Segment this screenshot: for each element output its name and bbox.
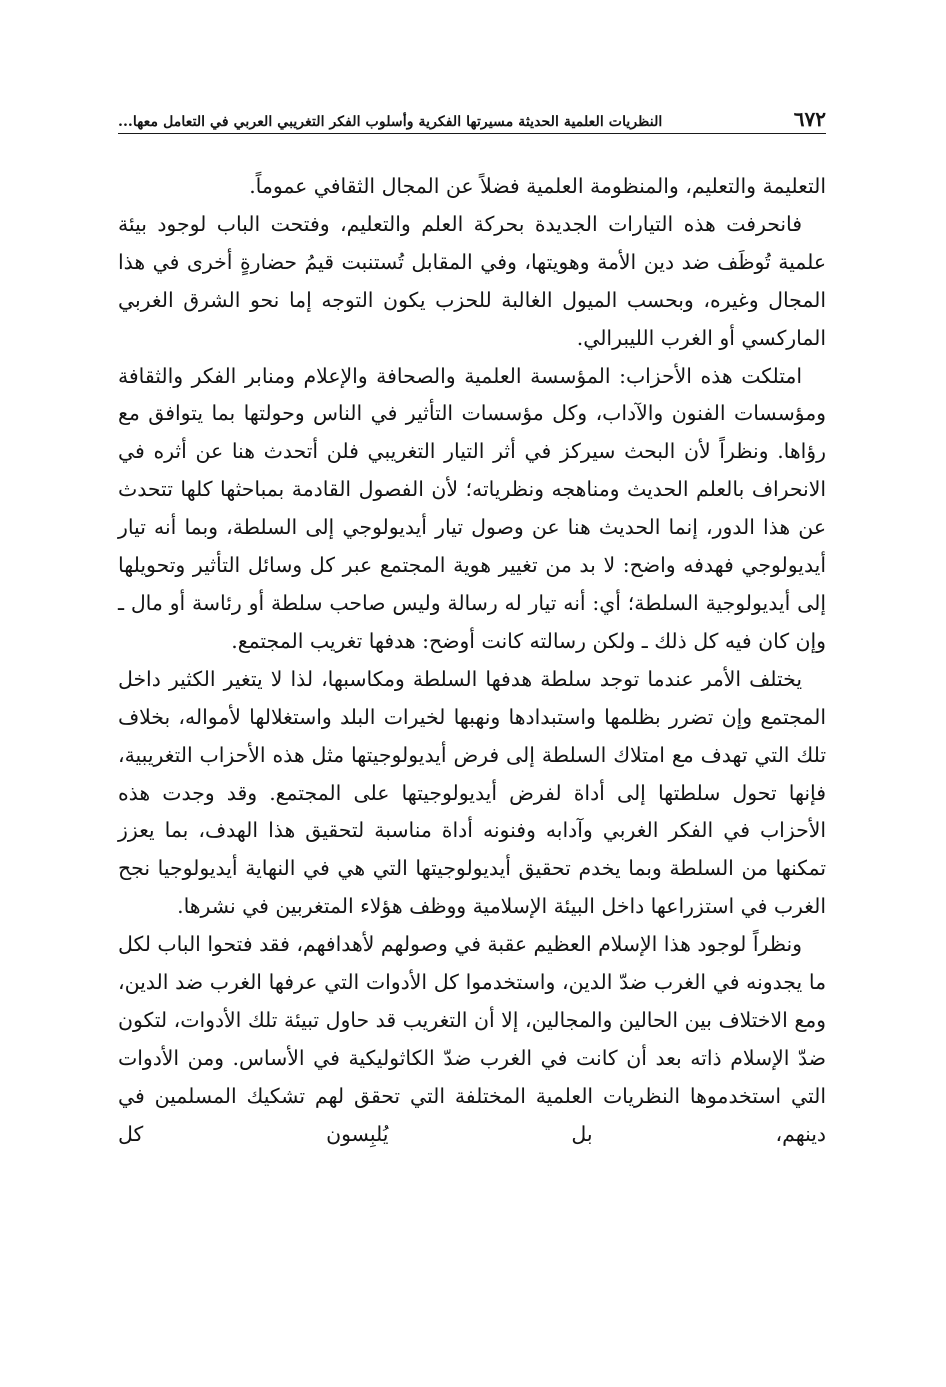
paragraph-5: ونظراً لوجود هذا الإسلام العظيم عقبة في وصولهم لأهدافهم، فقد فتحوا الباب لكل ما يجدونه في الغرب ضدّ الدين، واستخدموا كل الأدوات التي عرفها الغرب ضد الدين، ومع الاختلاف بين الحالين والمجالين، إلا أن التغريب قد حاول تبيئة تلك الأدوات، لتكون ضدّ الإسلام ذاته بعد أن كانت في الغرب ضدّ الكاثوليكية في الأساس. ومن الأدوات التي استخدموها النظريات العلمية المختلفة التي تحقق لهم تشكيك المسلمين في دينهم، بل يُلبِسون كل (118, 932, 826, 1146)
paragraph-4: يختلف الأمر عندما توجد سلطة هدفها السلطة ومكاسبها، لذا لا يتغير الكثير داخل المجتمع وإن تضرر بظلمها واستبدادها ونهبها لخيرات البلد واستغلالها لأمواله، بخلاف تلك التي تهدف مع امتلاك السلطة إلى فرض أيديولوجيتها مثل هذه الأحزاب التغريبية، فإنها تحول سلطتها إلى أداة لفرض أيديولوجيتها على المجتمع. وقد وجدت هذه الأحزاب في الفكر الغربي وآدابه وفنونه أداة مناسبة لتحقيق هذا الهدف، بما يعزز تمكنها من السلطة وبما يخدم تحقيق أيديولوجيتها التي هي في النهاية أيديولوجيا نجح الغرب في استزراعها داخل البيئة الإسلامية ووظف هؤلاء المتغربين في نشرها. (118, 666, 826, 919)
body-text (118, 168, 826, 1154)
running-header (118, 100, 826, 134)
paragraph-3: امتلكت هذه الأحزاب: المؤسسة العلمية والصحافة والإعلام ومنابر الفكر والثقافة ومؤسسات الفنون والآداب، وكل مؤسسات التأثير في الناس وحولتها بما يتوافق مع رؤاها. ونظراً لأن البحث سيركز في أثر التيار التغريبي فلن أتحدث هنا عن أثره في الانحراف بالعلم الحديث ومناهجه ونظرياته؛ لأن الفصول القادمة بمباحثها كلها تتحدث عن هذا الدور، إنما الحديث هنا عن وصول تيار أيديولوجي إلى السلطة، وبما أنه تيار أيديولوجي فهدفه واضح: لا بد من تغيير هوية المجتمع عبر كل وسائل التأثير وتحويلها إلى أيديولوجية السلطة؛ أي: أنه تيار له رسالة وليس صاحب سلطة أو رئاسة أو مال ـ وإن كان فيه كل ذلك ـ ولكن رسالته كانت أوضح: هدفها تغريب المجتمع. (118, 363, 826, 653)
running-title: النظريات العلمية الحديثة مسيرتها الفكرية وأسلوب الفكر التغريبي العربي في التعامل معها... (118, 113, 663, 130)
paragraph-2: فانحرفت هذه التيارات الجديدة بحركة العلم والتعليم، وفتحت الباب لوجود بيئة علمية تُوظَف ضد دين الأمة وهويتها، وفي المقابل تُستنبت قيمُ حضارةٍ أخرى في هذا المجال وغيره، وبحسب الميول الغالبة للحزب يكون التوجه إما نحو الشرق الغربي الماركسي أو الغرب الليبرالي. (118, 211, 826, 350)
page-number: ٦٧٢ (793, 107, 826, 131)
paragraph-1: التعليمة والتعليم، والمنظومة العلمية فضلاً عن المجال الثقافي عموماً. (249, 174, 826, 198)
